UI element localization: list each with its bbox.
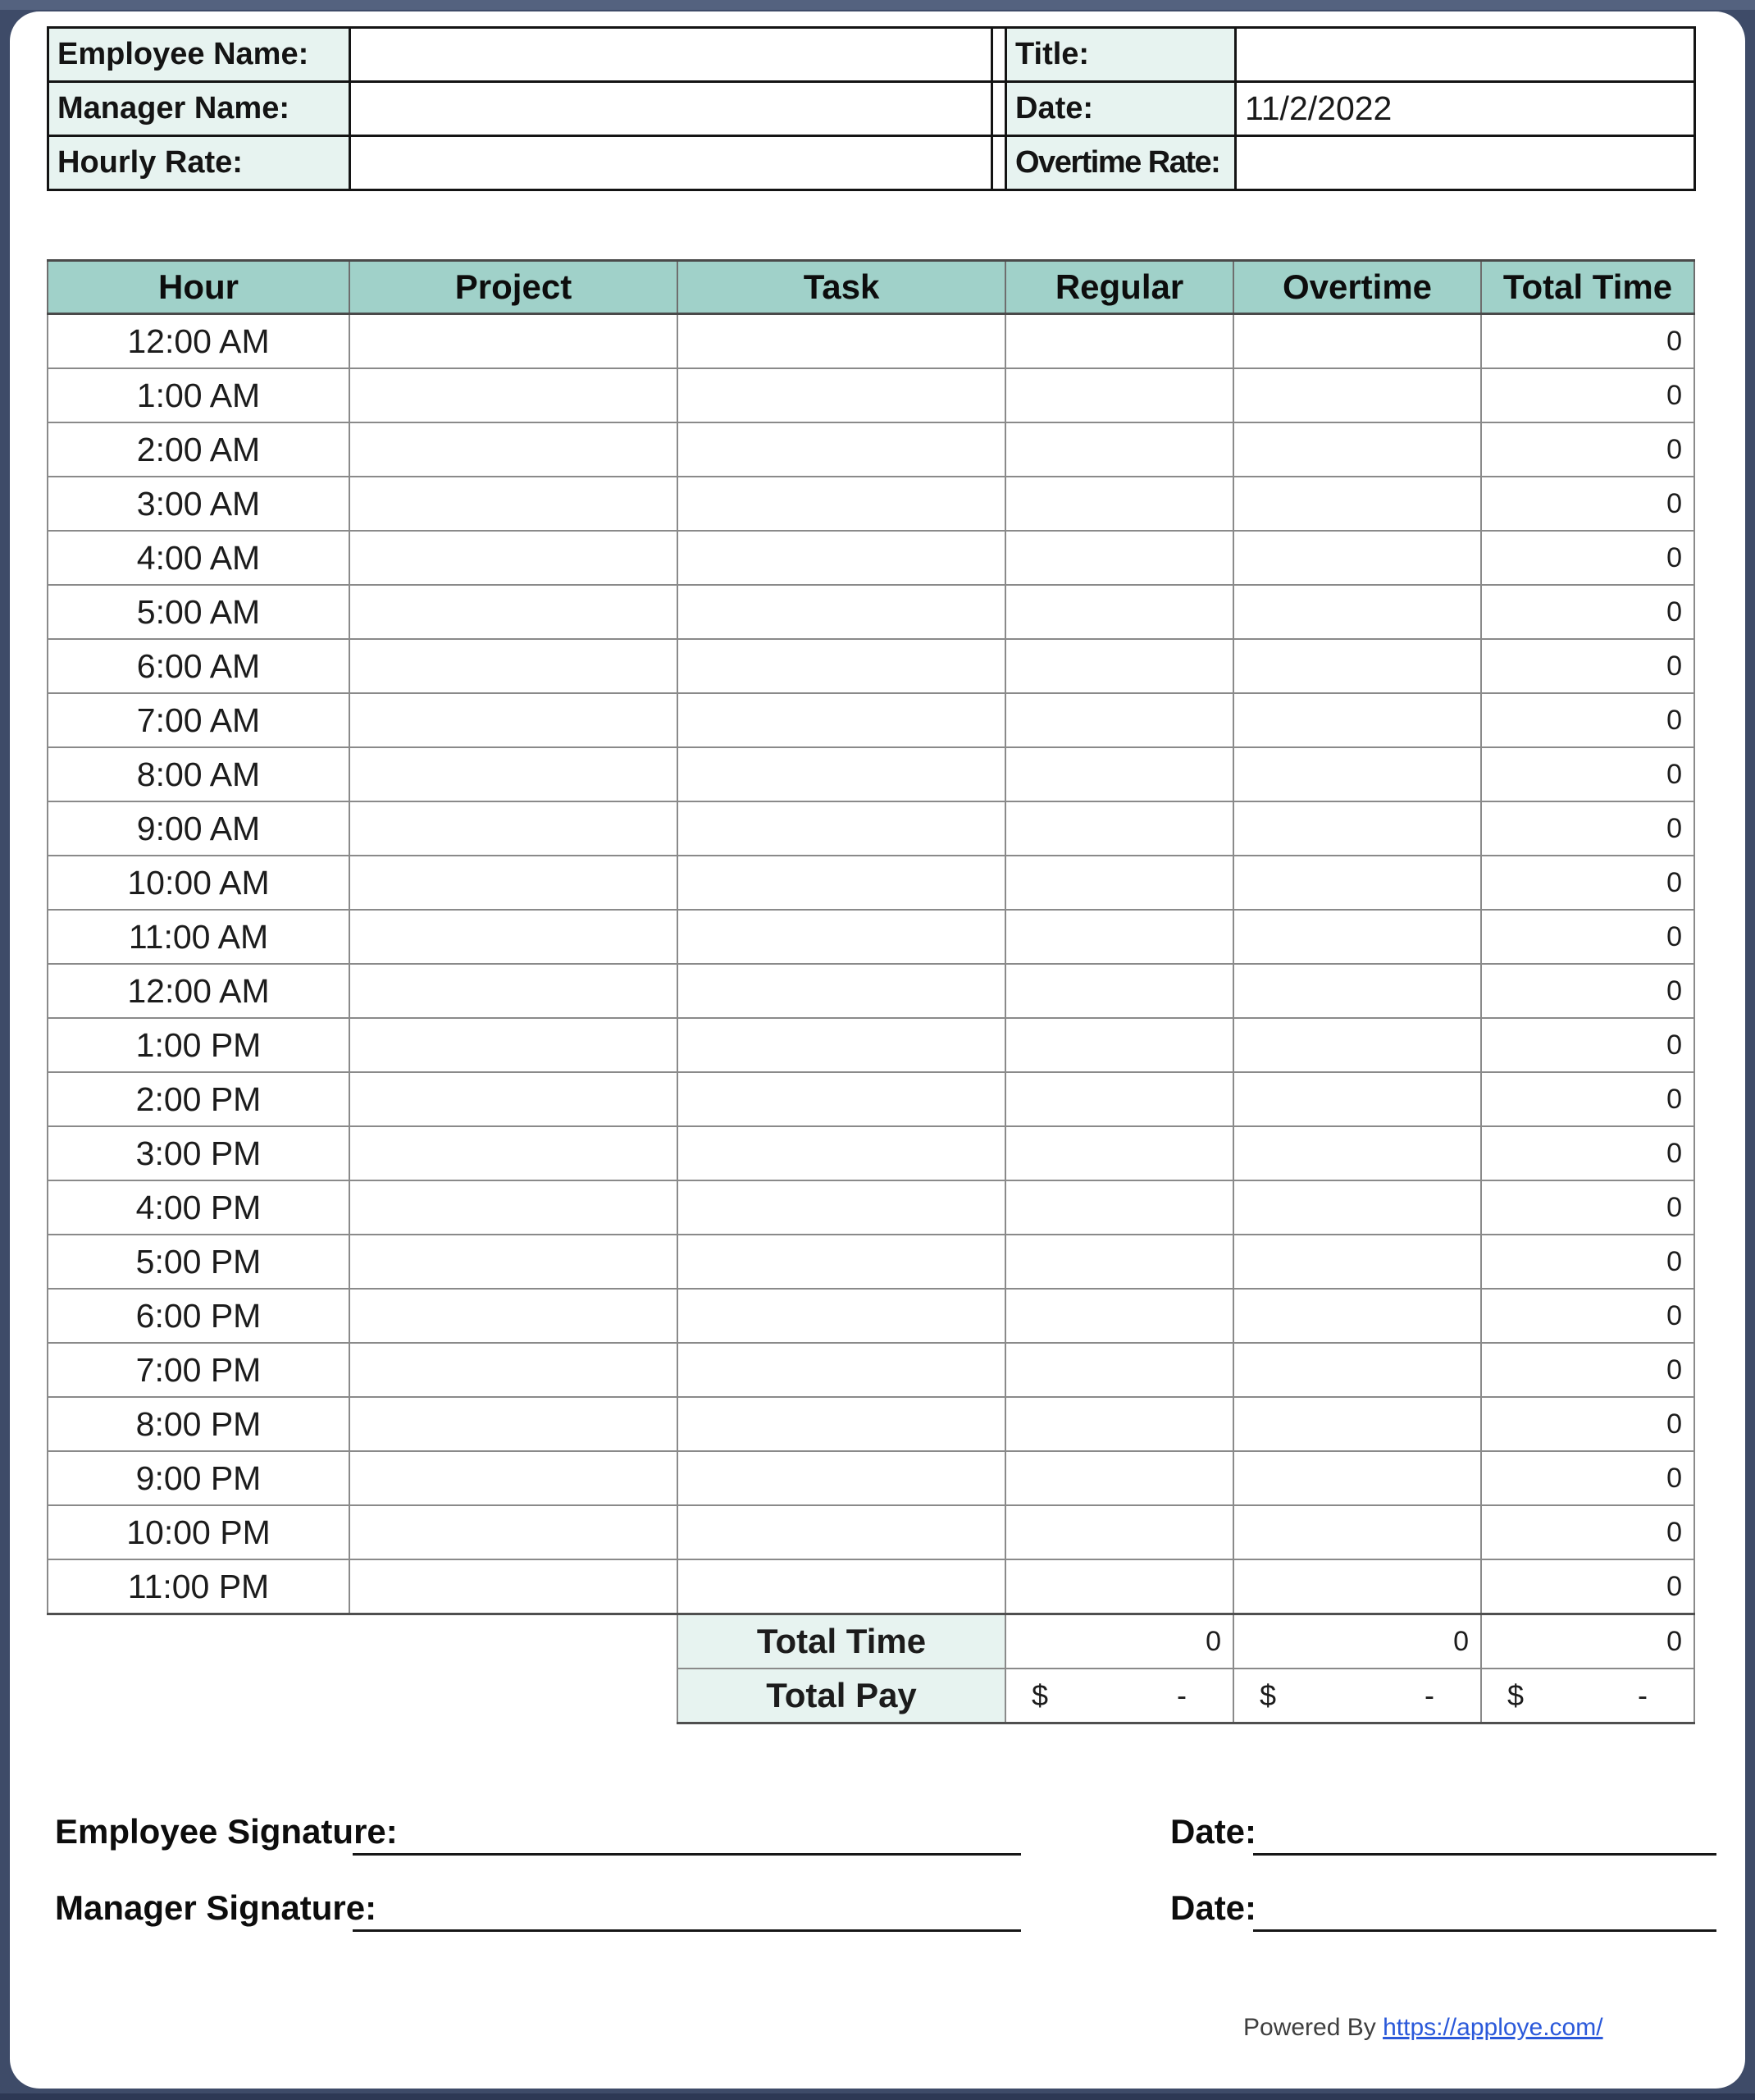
total-pay-row <box>48 1669 1694 1723</box>
hour-row <box>48 801 1694 856</box>
overtime-cell[interactable] <box>1233 1343 1481 1397</box>
hour-cell: 12:00 AM <box>48 314 349 369</box>
total-time-cell: 0 <box>1481 1018 1694 1072</box>
total-time-cell: 0 <box>1481 693 1694 747</box>
overtime-cell[interactable] <box>1233 1559 1481 1614</box>
employee-info-table <box>47 26 1696 191</box>
currency-symbol: $ <box>1260 1678 1277 1712</box>
regular-cell[interactable] <box>1005 422 1233 477</box>
project-cell[interactable] <box>349 747 677 801</box>
total-time-cell: 0 <box>1481 1451 1694 1505</box>
hour-cell: 1:00 AM <box>48 368 349 422</box>
manager-signature-line[interactable] <box>353 1929 1021 1932</box>
task-cell[interactable] <box>677 1505 1005 1559</box>
overtime-cell[interactable] <box>1233 639 1481 693</box>
info-row-2 <box>48 82 1695 136</box>
hour-row <box>48 964 1694 1018</box>
total-time-cell: 0 <box>1481 314 1694 369</box>
total-time-cell: 0 <box>1481 1072 1694 1126</box>
overtime-cell[interactable] <box>1233 1126 1481 1180</box>
regular-cell[interactable] <box>1005 368 1233 422</box>
task-cell[interactable] <box>677 531 1005 585</box>
task-cell[interactable] <box>677 801 1005 856</box>
task-cell[interactable] <box>677 368 1005 422</box>
hourly-rate-label: Hourly Rate: <box>48 136 350 190</box>
hourly-rate-value[interactable] <box>350 136 992 190</box>
spacer-cell <box>992 82 1006 136</box>
task-cell[interactable] <box>677 477 1005 531</box>
project-cell[interactable] <box>349 1289 677 1343</box>
manager-name-label: Manager Name: <box>48 82 350 136</box>
task-cell[interactable] <box>677 585 1005 639</box>
hour-cell: 11:00 PM <box>48 1559 349 1614</box>
total-time-cell: 0 <box>1481 368 1694 422</box>
overtime-rate-label: Overtime Rate: <box>1006 136 1236 190</box>
blank-cell <box>349 1614 677 1669</box>
total-time-row <box>48 1614 1694 1669</box>
regular-cell[interactable] <box>1005 910 1233 964</box>
project-cell[interactable] <box>349 314 677 369</box>
total-time-overtime-value: 0 <box>1233 1614 1481 1669</box>
overtime-cell[interactable] <box>1233 477 1481 531</box>
project-cell[interactable] <box>349 1180 677 1235</box>
task-cell[interactable] <box>677 693 1005 747</box>
overtime-cell[interactable] <box>1233 910 1481 964</box>
regular-cell[interactable] <box>1005 314 1233 369</box>
project-cell[interactable] <box>349 422 677 477</box>
total-time-cell: 0 <box>1481 477 1694 531</box>
hour-cell: 7:00 AM <box>48 693 349 747</box>
regular-cell[interactable] <box>1005 1397 1233 1451</box>
project-cell[interactable] <box>349 1559 677 1614</box>
window-frame-top <box>0 0 1755 10</box>
hour-cell: 1:00 PM <box>48 1018 349 1072</box>
regular-cell[interactable] <box>1005 1559 1233 1614</box>
regular-cell[interactable] <box>1005 964 1233 1018</box>
hour-cell: 3:00 AM <box>48 477 349 531</box>
total-time-cell: 0 <box>1481 1180 1694 1235</box>
regular-column-header: Regular <box>1005 261 1233 314</box>
manager-signature-label: Manager Signature: <box>55 1888 377 1927</box>
manager-date-line[interactable] <box>1253 1929 1716 1932</box>
title-value[interactable] <box>1236 28 1695 82</box>
project-cell[interactable] <box>349 1235 677 1289</box>
total-time-total-value: 0 <box>1481 1614 1694 1669</box>
hour-cell: 5:00 PM <box>48 1235 349 1289</box>
regular-cell[interactable] <box>1005 1289 1233 1343</box>
timesheet-header-row <box>48 261 1694 314</box>
total-pay-label: Total Pay <box>677 1669 1005 1723</box>
manager-name-value[interactable] <box>350 82 992 136</box>
hour-row <box>48 1397 1694 1451</box>
blank-cell <box>48 1614 349 1669</box>
task-cell[interactable] <box>677 910 1005 964</box>
project-cell[interactable] <box>349 801 677 856</box>
total-time-cell: 0 <box>1481 531 1694 585</box>
powered-by-label: Powered By <box>1243 2014 1383 2041</box>
project-cell[interactable] <box>349 1397 677 1451</box>
employee-signature-line[interactable] <box>353 1853 1021 1856</box>
total-time-cell: 0 <box>1481 964 1694 1018</box>
task-cell[interactable] <box>677 422 1005 477</box>
hour-cell: 4:00 PM <box>48 1180 349 1235</box>
regular-cell[interactable] <box>1005 693 1233 747</box>
total-time-label: Total Time <box>677 1614 1005 1669</box>
regular-cell[interactable] <box>1005 1451 1233 1505</box>
task-cell[interactable] <box>677 856 1005 910</box>
project-cell[interactable] <box>349 639 677 693</box>
project-cell[interactable] <box>349 585 677 639</box>
currency-symbol: $ <box>1507 1678 1525 1712</box>
total-time-cell: 0 <box>1481 1505 1694 1559</box>
employee-date-line[interactable] <box>1253 1853 1716 1856</box>
overtime-cell[interactable] <box>1233 801 1481 856</box>
total-time-cell: 0 <box>1481 1397 1694 1451</box>
task-cell[interactable] <box>677 1235 1005 1289</box>
hour-row <box>48 1343 1694 1397</box>
info-row-3 <box>48 136 1695 190</box>
task-cell[interactable] <box>677 1397 1005 1451</box>
regular-cell[interactable] <box>1005 856 1233 910</box>
hour-row <box>48 1559 1694 1614</box>
hour-column-header: Hour <box>48 261 349 314</box>
task-cell[interactable] <box>677 1451 1005 1505</box>
hour-row <box>48 1072 1694 1126</box>
overtime-cell[interactable] <box>1233 856 1481 910</box>
task-cell[interactable] <box>677 314 1005 369</box>
overtime-rate-value[interactable] <box>1236 136 1695 190</box>
hour-cell: 9:00 AM <box>48 801 349 856</box>
overtime-cell[interactable] <box>1233 368 1481 422</box>
employee-date-label: Date: <box>1170 1812 1257 1851</box>
regular-cell[interactable] <box>1005 585 1233 639</box>
total-time-cell: 0 <box>1481 1126 1694 1180</box>
hour-cell: 8:00 PM <box>48 1397 349 1451</box>
date-label: Date: <box>1006 82 1236 136</box>
overtime-cell[interactable] <box>1233 314 1481 369</box>
hour-cell: 2:00 AM <box>48 422 349 477</box>
hour-row <box>48 747 1694 801</box>
task-column-header: Task <box>677 261 1005 314</box>
hour-row <box>48 856 1694 910</box>
hour-row <box>48 1505 1694 1559</box>
overtime-column-header: Overtime <box>1233 261 1481 314</box>
project-cell[interactable] <box>349 1505 677 1559</box>
hour-row <box>48 1235 1694 1289</box>
project-cell[interactable] <box>349 477 677 531</box>
overtime-cell[interactable] <box>1233 747 1481 801</box>
regular-cell[interactable] <box>1005 477 1233 531</box>
project-cell[interactable] <box>349 693 677 747</box>
total-time-cell: 0 <box>1481 801 1694 856</box>
hour-row <box>48 1018 1694 1072</box>
project-cell[interactable] <box>349 1018 677 1072</box>
overtime-cell[interactable] <box>1233 1505 1481 1559</box>
overtime-cell[interactable] <box>1233 964 1481 1018</box>
overtime-cell[interactable] <box>1233 693 1481 747</box>
regular-cell[interactable] <box>1005 801 1233 856</box>
manager-date-label: Date: <box>1170 1888 1257 1927</box>
regular-cell[interactable] <box>1005 1018 1233 1072</box>
project-cell[interactable] <box>349 1343 677 1397</box>
task-cell[interactable] <box>677 964 1005 1018</box>
regular-cell[interactable] <box>1005 1343 1233 1397</box>
regular-cell[interactable] <box>1005 1126 1233 1180</box>
regular-cell[interactable] <box>1005 531 1233 585</box>
window-frame-bottom <box>0 2093 1755 2100</box>
currency-symbol: $ <box>1032 1678 1049 1712</box>
total-pay-overtime-value <box>1233 1669 1481 1723</box>
regular-cell[interactable] <box>1005 1180 1233 1235</box>
hour-row <box>48 910 1694 964</box>
hour-row <box>48 314 1694 369</box>
project-cell[interactable] <box>349 856 677 910</box>
hour-row <box>48 368 1694 422</box>
hour-cell: 8:00 AM <box>48 747 349 801</box>
project-cell[interactable] <box>349 1451 677 1505</box>
hour-row <box>48 1451 1694 1505</box>
overtime-cell[interactable] <box>1233 1180 1481 1235</box>
total-time-cell: 0 <box>1481 747 1694 801</box>
task-cell[interactable] <box>677 639 1005 693</box>
blank-cell <box>48 1669 349 1723</box>
overtime-cell[interactable] <box>1233 585 1481 639</box>
project-cell[interactable] <box>349 1126 677 1180</box>
hour-row <box>48 1180 1694 1235</box>
hour-cell: 2:00 PM <box>48 1072 349 1126</box>
overtime-cell[interactable] <box>1233 1072 1481 1126</box>
spacer-cell <box>992 28 1006 82</box>
task-cell[interactable] <box>677 1126 1005 1180</box>
total-time-cell: 0 <box>1481 1289 1694 1343</box>
title-label: Title: <box>1006 28 1236 82</box>
hour-cell: 12:00 AM <box>48 964 349 1018</box>
total-time-cell: 0 <box>1481 422 1694 477</box>
task-cell[interactable] <box>677 1289 1005 1343</box>
regular-cell[interactable] <box>1005 747 1233 801</box>
hour-row <box>48 422 1694 477</box>
total-time-cell: 0 <box>1481 1559 1694 1614</box>
overtime-cell[interactable] <box>1233 1235 1481 1289</box>
overtime-cell[interactable] <box>1233 531 1481 585</box>
overtime-cell[interactable] <box>1233 422 1481 477</box>
regular-cell[interactable] <box>1005 1235 1233 1289</box>
project-column-header: Project <box>349 261 677 314</box>
hour-cell: 6:00 AM <box>48 639 349 693</box>
hour-row <box>48 1126 1694 1180</box>
total-time-cell: 0 <box>1481 910 1694 964</box>
overtime-cell[interactable] <box>1233 1451 1481 1505</box>
hour-cell: 10:00 PM <box>48 1505 349 1559</box>
blank-cell <box>349 1669 677 1723</box>
employee-name-value[interactable] <box>350 28 992 82</box>
project-cell[interactable] <box>349 368 677 422</box>
hour-row <box>48 693 1694 747</box>
task-cell[interactable] <box>677 1559 1005 1614</box>
project-cell[interactable] <box>349 964 677 1018</box>
apploye-link[interactable]: https://apploye.com/ <box>1383 2014 1603 2041</box>
employee-name-label: Employee Name: <box>48 28 350 82</box>
info-row-1 <box>48 28 1695 82</box>
hour-row <box>48 1289 1694 1343</box>
total-time-cell: 0 <box>1481 585 1694 639</box>
hour-cell: 5:00 AM <box>48 585 349 639</box>
project-cell[interactable] <box>349 910 677 964</box>
hour-cell: 4:00 AM <box>48 531 349 585</box>
total-pay-total-value <box>1481 1669 1694 1723</box>
hour-cell: 10:00 AM <box>48 856 349 910</box>
hour-row <box>48 639 1694 693</box>
pay-dash: - <box>1638 1678 1648 1712</box>
hour-row <box>48 531 1694 585</box>
task-cell[interactable] <box>677 1343 1005 1397</box>
task-cell[interactable] <box>677 747 1005 801</box>
total-time-cell: 0 <box>1481 856 1694 910</box>
hour-cell: 6:00 PM <box>48 1289 349 1343</box>
timesheet-table <box>47 259 1695 1724</box>
regular-cell[interactable] <box>1005 639 1233 693</box>
total-time-column-header: Total Time <box>1481 261 1694 314</box>
total-time-cell: 0 <box>1481 639 1694 693</box>
project-cell[interactable] <box>349 1072 677 1126</box>
regular-cell[interactable] <box>1005 1505 1233 1559</box>
overtime-cell[interactable] <box>1233 1397 1481 1451</box>
hour-row <box>48 585 1694 639</box>
total-time-regular-value: 0 <box>1005 1614 1233 1669</box>
task-cell[interactable] <box>677 1018 1005 1072</box>
hour-cell: 11:00 AM <box>48 910 349 964</box>
pay-dash: - <box>1177 1678 1187 1712</box>
date-value[interactable]: 11/2/2022 <box>1236 82 1695 136</box>
pay-dash: - <box>1425 1678 1434 1712</box>
task-cell[interactable] <box>677 1180 1005 1235</box>
hour-row <box>48 477 1694 531</box>
total-time-cell: 0 <box>1481 1235 1694 1289</box>
task-cell[interactable] <box>677 1072 1005 1126</box>
regular-cell[interactable] <box>1005 1072 1233 1126</box>
hour-cell: 7:00 PM <box>48 1343 349 1397</box>
employee-signature-label: Employee Signature: <box>55 1812 398 1851</box>
hour-cell: 9:00 PM <box>48 1451 349 1505</box>
spacer-cell <box>992 136 1006 190</box>
project-cell[interactable] <box>349 531 677 585</box>
total-time-cell: 0 <box>1481 1343 1694 1397</box>
total-pay-regular-value <box>1005 1669 1233 1723</box>
hour-cell: 3:00 PM <box>48 1126 349 1180</box>
overtime-cell[interactable] <box>1233 1018 1481 1072</box>
powered-by-text <box>1243 2014 1603 2042</box>
overtime-cell[interactable] <box>1233 1289 1481 1343</box>
